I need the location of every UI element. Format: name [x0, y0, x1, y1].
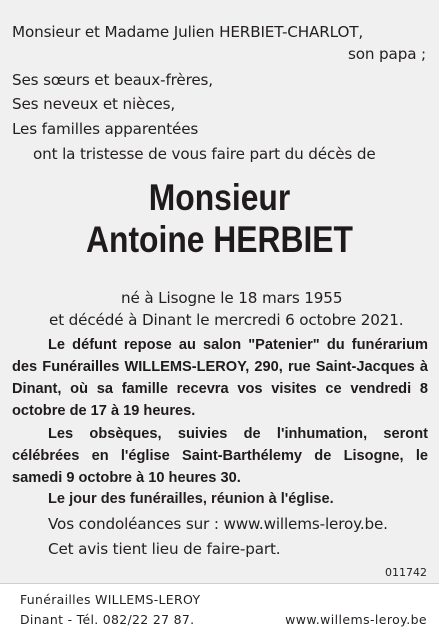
birth-line: né à Lisogne le 18 mars 1955 — [121, 289, 343, 307]
nephews-line: Ses neveux et nièces, — [12, 95, 176, 113]
deceased-name: Antoine HERBIET — [86, 219, 353, 260]
rest-paragraph: Le défunt repose au salon "Patenier" du funérarium des Funérailles WILLEMS-LEROY, 290, rue Saint-Jacques à Dinant, où sa famille recevra vos visites ce vendredi 8 octobre de 17 à 19 heures. — [12, 337, 428, 419]
condolences-line: Vos condoléances sur : www.willems-leroy.be. — [48, 515, 388, 533]
reference-number: 011742 — [385, 566, 427, 579]
footer-company: Funérailles WILLEMS-LEROY — [20, 592, 201, 607]
funeral-paragraph: Les obsèques, suivies de l'inhumation, seront célébrées en l'église Saint-Barthélemy de Lisogne, le samedi 9 octobre à 10 heures 30. — [12, 426, 428, 486]
footer-website: www.willems-leroy.be — [285, 612, 427, 627]
families-line: Les familles apparentées — [12, 120, 199, 138]
siblings-line: Ses sœurs et beaux-frères, — [12, 71, 213, 89]
notice-note-line: Cet avis tient lieu de faire-part. — [48, 540, 281, 558]
footer-contact: Dinant - Tél. 082/22 27 87. — [20, 612, 195, 627]
meeting-line: Le jour des funérailles, réunion à l'église. — [48, 491, 334, 507]
death-line: et décédé à Dinant le mercredi 6 octobre 2021. — [49, 311, 404, 329]
announcement-line: ont la tristesse de vous faire part du décès de — [33, 145, 376, 163]
deceased-title: Monsieur — [148, 177, 291, 218]
relation-line: son papa ; — [348, 45, 426, 63]
parents-line: Monsieur et Madame Julien HERBIET-CHARLOT, — [12, 23, 364, 41]
